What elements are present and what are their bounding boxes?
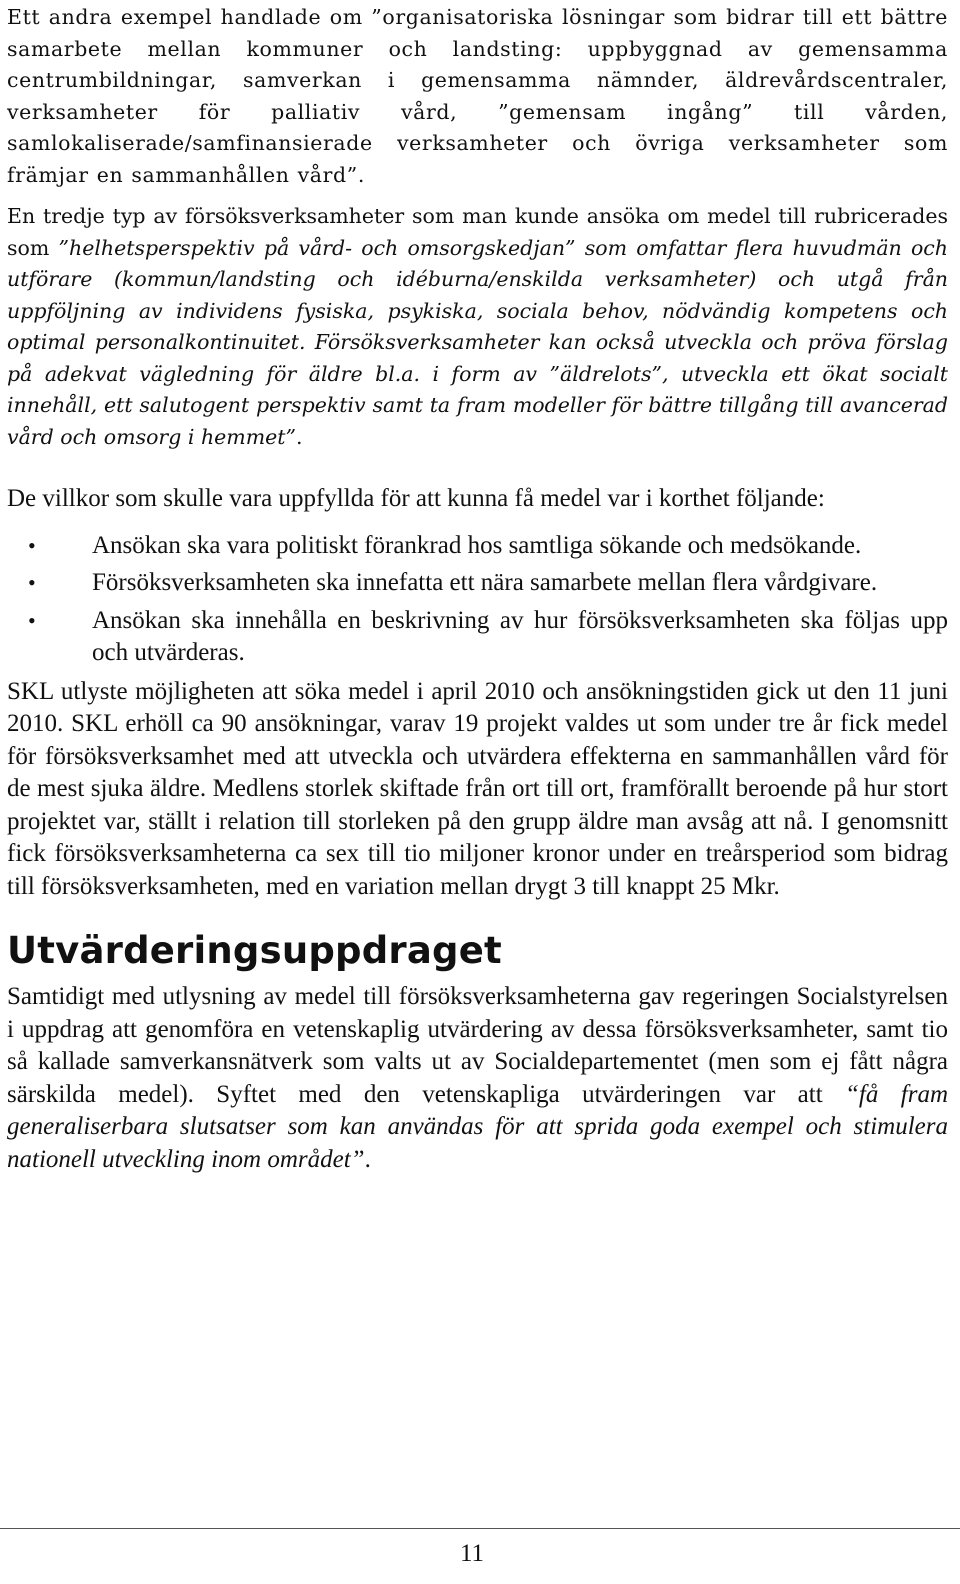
evaluation-lead: Samtidigt med utlysning av medel till försöksverksamheterna gav regeringen Socialstyrelsen i uppdrag att genomföra en vetenskaplig utvärdering av dessa försöksverksamheter, samt tio så kallade samverkansnätverk som valts ut av Socialdepartementet (men som ej fått några särskilda medel). Syftet med den vetenskapliga utvärderingen var att [7,983,948,1108]
condition-item [7,605,948,670]
paragraph-evaluation-assignment [7,981,948,1176]
condition-item [7,530,948,563]
condition-item [7,567,948,600]
evaluation-quote: “få fram generaliserbara slutsatser som kan användas för att sprida goda exempel och stimulera nationell utveckling inom området” [7,1080,948,1173]
conditions-list [7,530,948,670]
condition-text: Försöksverksamheten ska innefatta ett nära samarbete mellan flera vårdgivare. [92,569,878,596]
bullet-icon: • [28,607,36,633]
paragraph-skl-funding: SKL utlyste möjligheten att söka medel i april 2010 och ansökningstiden gick ut den 11 juni 2010. SKL erhöll ca 90 ansökningar, varav 19 projekt valdes ut som under tre år fick medel för försöksverksamhet med att utveckla och utvärdera effekterna en sammanhållen vård för de mest sjuka äldre. Medlens storlek skiftade från ort till ort, framförallt beroende på hur stort projektet var, ställt i relation till storleken på den grupp äldre man avsåg att nå. I genomsnitt fick försöksverksamheterna ca sex till tio miljoner kronor under en treårsperiod som bidrag till försöksverksamheten, med en variation mellan drygt 3 till knappt 25 Mkr. [7,677,948,900]
third-type-tail: . [296,424,303,449]
paragraph-conditions-intro: De villkor som skulle vara uppfyllda för att kunna få medel var i korthet följande: [7,485,825,512]
footer-divider [0,1528,960,1529]
paragraph-third-type [7,201,948,453]
third-type-quote: ”helhetsperspektiv på vård- och omsorgskedjan” som omfattar flera huvudmän och utförare (kommun/landsting och idéburna/enskilda verksamheter) och utgå från uppföljning av individens fysiska, psykiska, sociala behov, nödvändig kompetens och optimal personalkontinuitet. Försöksverksamheter kan också utveckla och pröva förslag på adekvat vägledning för äldre bl.a. i form av ”äldrelots”, utveckla ett ökat socialt innehåll, ett salutogent perspektiv samt ta fram modeller för bättre tillgång till avancerad vård och omsorg i hemmet” [7,235,948,449]
bullet-icon: • [28,532,36,558]
third-type-lead: En tredje typ av försöksverksamheter som man kunde ansöka om medel till rubricerades som [7,204,948,260]
bullet-icon: • [28,570,36,595]
document-page [7,2,948,1176]
evaluation-tail: . [364,1145,371,1173]
condition-text: Ansökan ska vara politiskt förankrad hos samtliga sökande och medsökande. [92,531,862,559]
page-number: 11 [459,1540,485,1567]
paragraph-organisational-solutions: Ett andra exempel handlade om ”organisatoriska lösningar som bidrar till ett bättre samarbete mellan kommuner och landsting: uppbyggnad av gemensamma centrumbildningar, samverkan i gemensamma nämnder, äldrevårdscentraler, verksamheter för palliativ vård, ”gemensam ingång” till vården, samlokaliserade/samfinansierade verksamheter och övriga verksamheter som främjar en sammanhållen vård”. [7,5,948,187]
section-heading: Utvärderingsuppdraget [7,929,502,972]
condition-text: Ansökan ska innehålla en beskrivning av hur försöksverksamheten ska följas upp och utvärderas. [92,606,948,666]
